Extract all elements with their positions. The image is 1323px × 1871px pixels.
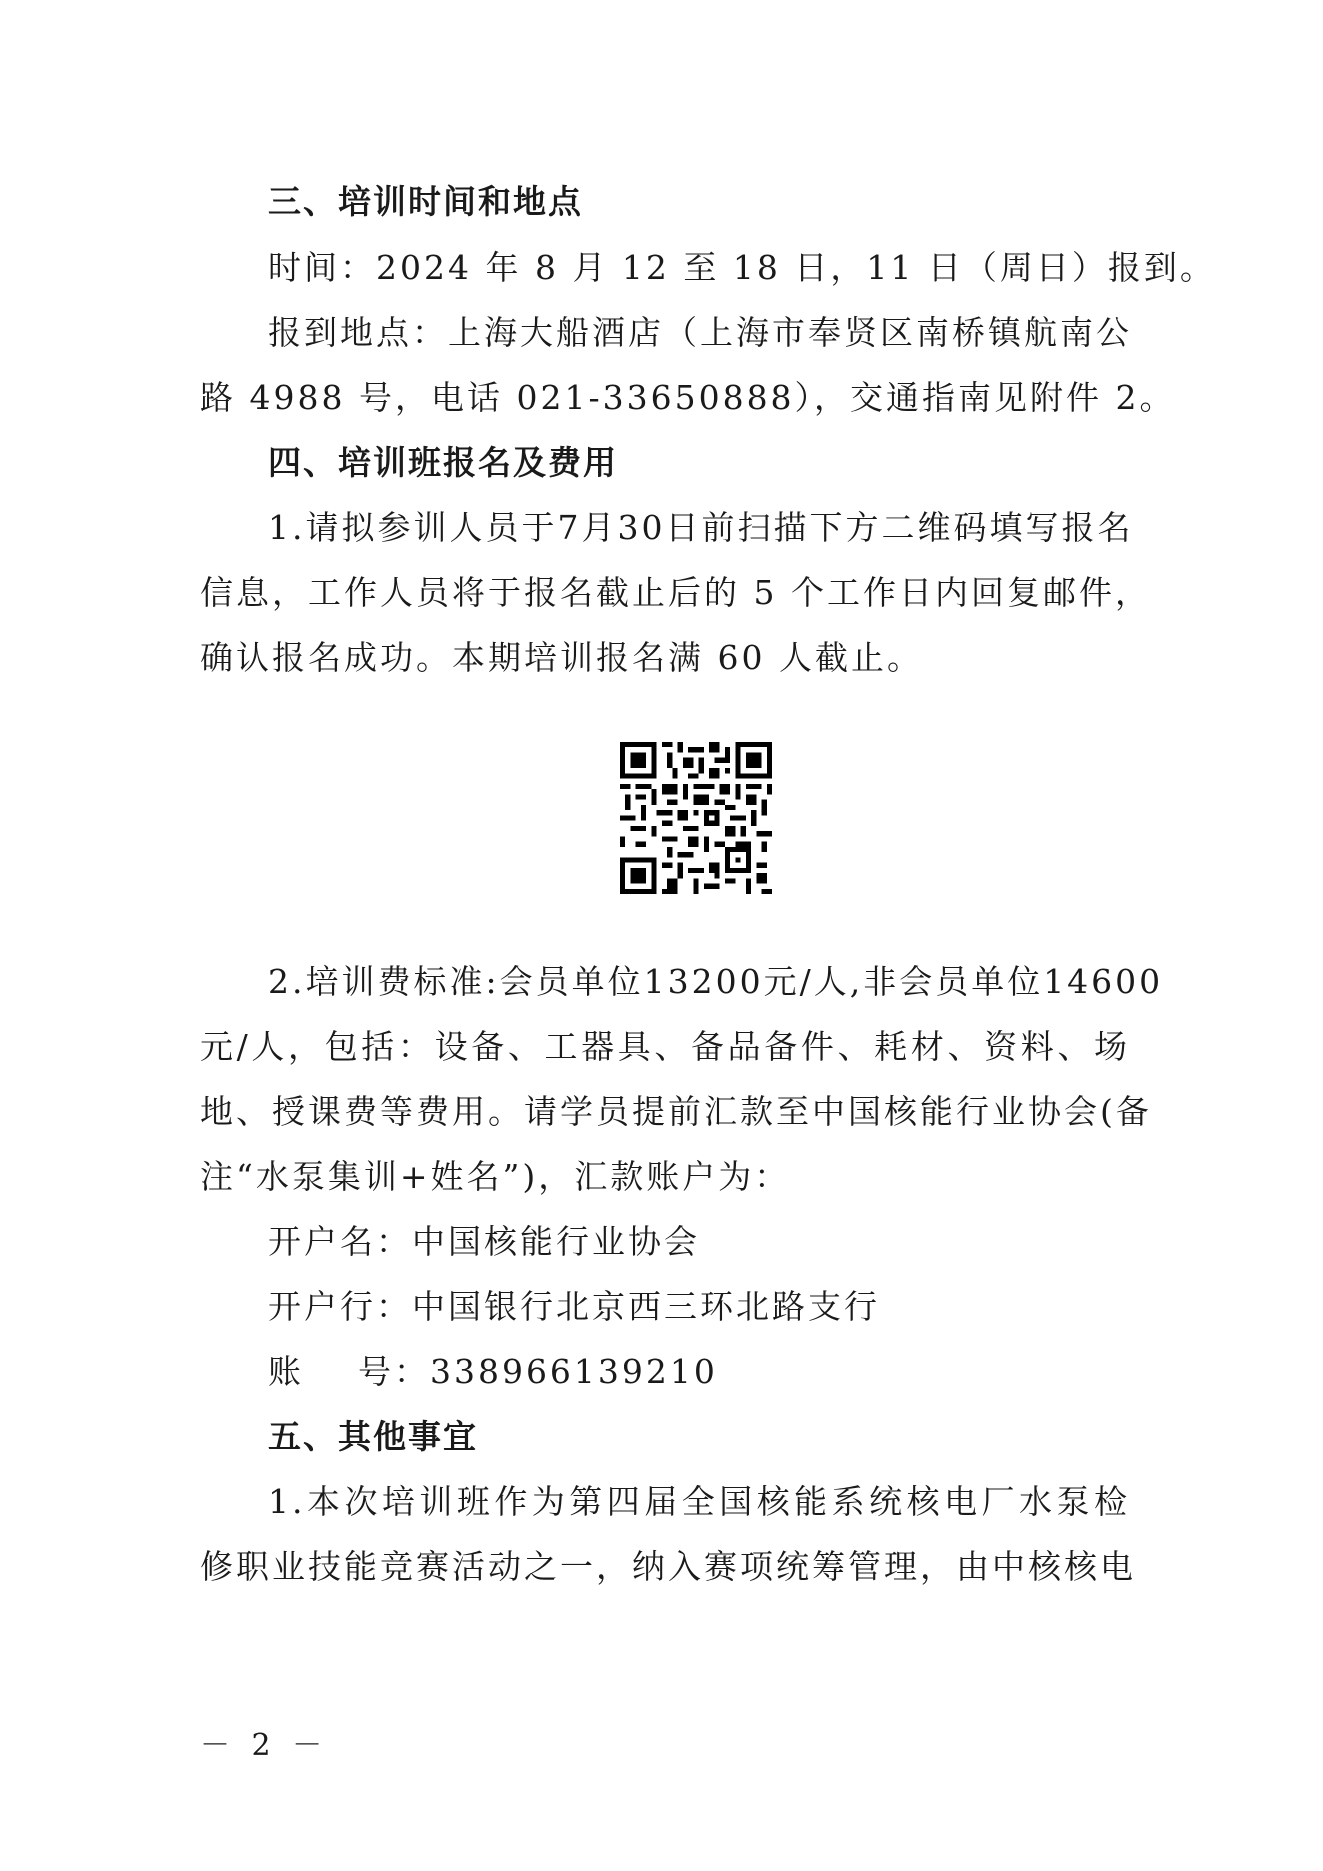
fee-line-1: 2.培训费标准:会员单位13200元/人,非会员单位14600 (268, 962, 1164, 1001)
other-line-1: 1.本次培训班作为第四届全国核能系统核电厂水泵检 (268, 1482, 1130, 1521)
account-bank: 开户行：中国银行北京西三环北路支行 (268, 1287, 880, 1326)
fee-line-4: 注“水泵集训+姓名”)，汇款账户为： (200, 1157, 791, 1196)
registration-qr-code[interactable] (620, 742, 772, 894)
section4-heading: 四、培训班报名及费用 (268, 443, 618, 482)
training-time: 时间：2024 年 8 月 12 至 18 日，11 日（周日）报到。 (268, 248, 1216, 287)
fee-line-3: 地、授课费等费用。请学员提前汇款至中国核能行业协会(备 (200, 1092, 1152, 1131)
venue-line-1: 报到地点：上海大船酒店（上海市奉贤区南桥镇航南公 (268, 313, 1132, 352)
registration-line-3: 确认报名成功。本期培训报名满 60 人截止。 (200, 638, 923, 677)
account-number: 账 号：338966139210 (268, 1352, 718, 1391)
account-name: 开户名：中国核能行业协会 (268, 1222, 700, 1261)
page-number: － 2 － (200, 1728, 329, 1763)
section3-heading: 三、培训时间和地点 (268, 182, 583, 221)
fee-line-2: 元/人，包括：设备、工器具、备品备件、耗材、资料、场 (200, 1027, 1130, 1066)
venue-line-2: 路 4988 号，电话 021-33650888），交通指南见附件 2。 (200, 378, 1176, 417)
section5-heading: 五、其他事宜 (268, 1417, 478, 1456)
other-line-2: 修职业技能竞赛活动之一，纳入赛项统筹管理，由中核核电 (200, 1547, 1136, 1586)
registration-line-1: 1.请拟参训人员于7月30日前扫描下方二维码填写报名 (268, 508, 1134, 547)
registration-line-2: 信息，工作人员将于报名截止后的 5 个工作日内回复邮件， (200, 573, 1151, 612)
